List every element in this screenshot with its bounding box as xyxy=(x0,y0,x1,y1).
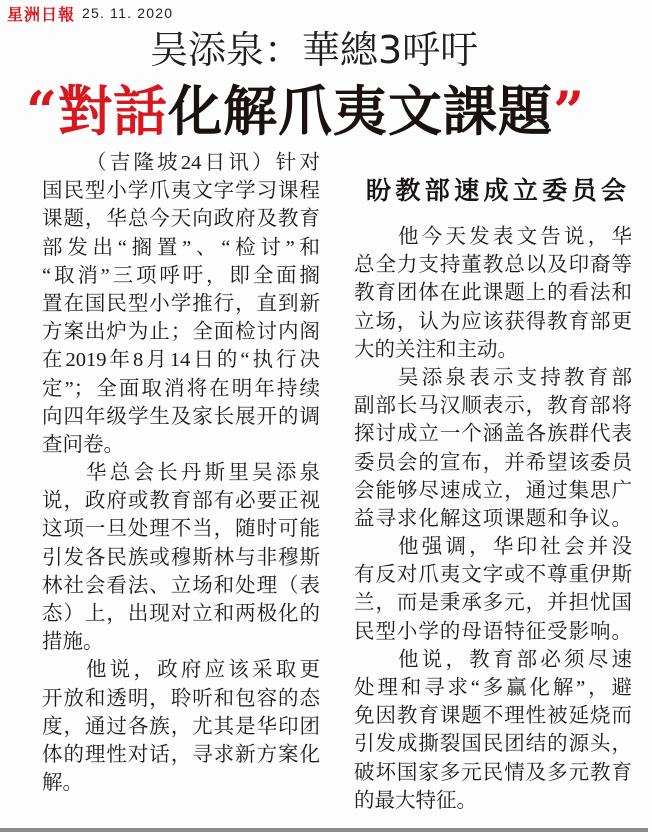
text-line: “取消”三项呼吁，即全面搁 xyxy=(42,264,320,287)
text-line: 在2019年8月14日的“执行决 xyxy=(42,349,320,372)
article-column-right xyxy=(354,223,632,815)
text-line: 部发出“搁置”、“检讨”和 xyxy=(42,236,320,259)
text-line: 引发成撕裂国民团结的源头， xyxy=(354,733,632,756)
text-line: 总全力支持董教总以及印裔等 xyxy=(354,254,632,277)
text-line: 引发各民族或穆斯林与非穆斯 xyxy=(42,546,320,569)
text-line: 查问卷。 xyxy=(42,433,124,456)
text-line: 兰，而是秉承多元，并担忧国 xyxy=(354,592,632,615)
headline-open-quote: “ xyxy=(26,79,59,143)
paragraph xyxy=(354,223,632,364)
text-line: 处理和寻求“多赢化解”，避 xyxy=(354,677,632,699)
text-line: 民型小学的母语特征受影响。 xyxy=(354,620,632,643)
text-line: 定”；全面取消将在明年持续 xyxy=(42,377,320,400)
text-line: 国民型小学爪夷文字学习课程 xyxy=(42,180,320,203)
newspaper-logo: 星洲日報 xyxy=(7,5,76,24)
text-line: 吴添泉表示支持教育部 xyxy=(398,366,632,389)
headline xyxy=(26,78,626,144)
headline-red-text: 對話 xyxy=(58,79,169,143)
text-line: 免因教育课题不理性被延烧而 xyxy=(354,705,632,728)
text-line: 华总会长丹斯里吴添泉 xyxy=(86,462,320,485)
text-line: 立场，认为应该获得教育部更 xyxy=(354,310,632,333)
paragraph xyxy=(42,149,320,459)
text-line: 益寻求化解这项课题和争议。 xyxy=(354,507,632,530)
headline-close-quote: ” xyxy=(553,79,586,143)
kicker-subtitle: 吴添泉：華總3呼吁 xyxy=(150,28,479,72)
text-line: 的最大特征。 xyxy=(354,789,477,812)
paragraph xyxy=(354,646,632,815)
text-line: 体的理性对话，寻求新方案化 xyxy=(42,743,320,766)
text-line: 态）上，出现对立和两极化的 xyxy=(42,603,320,625)
text-line: 课题，华总今天向政府及教育 xyxy=(42,208,320,231)
text-line: 措施。 xyxy=(42,631,104,654)
text-line: （吉隆坡24日讯）针对 xyxy=(86,152,320,174)
text-line: 探讨成立一个涵盖各族群代表 xyxy=(354,423,632,446)
text-line: 林社会看法、立场和处理（表 xyxy=(42,574,320,597)
text-line: 置在国民型小学推行，直到新 xyxy=(42,292,320,315)
paragraph xyxy=(42,656,320,797)
text-line: 说，政府或教育部有必要正视 xyxy=(42,490,320,513)
section-subheading: 盼教部速成立委员会 xyxy=(366,176,626,205)
text-line: 大的关注和主动。 xyxy=(354,338,518,361)
text-line: 他今天发表文告说，华 xyxy=(398,226,632,248)
text-line: 解。 xyxy=(42,772,83,795)
text-line: 破坏国家多元民情及多元教育 xyxy=(354,761,632,784)
paragraph xyxy=(354,533,632,646)
text-line: 度，通过各族，尤其是华印团 xyxy=(42,715,320,738)
article-column-left xyxy=(42,149,320,797)
text-line: 有反对爪夷文字或不尊重伊斯 xyxy=(354,564,632,587)
paragraph xyxy=(354,364,632,533)
text-line: 副部长马汉顺表示，教育部将 xyxy=(354,395,632,418)
headline-black-text: 化解爪夷文課題 xyxy=(168,79,554,143)
text-line: 方案出炉为止；全面检讨内阁 xyxy=(42,321,320,344)
text-line: 会能够尽速成立，通过集思广 xyxy=(354,479,632,502)
paragraph xyxy=(42,459,320,656)
text-line: 教育团体在此课题上的看法和 xyxy=(354,282,632,305)
text-line: 他说，教育部必须尽速 xyxy=(398,648,632,671)
bottom-rule-divider xyxy=(0,828,648,832)
publication-date: 25. 11. 2020 xyxy=(82,5,174,21)
text-line: 开放和透明，聆听和包容的态 xyxy=(42,687,320,710)
text-line: 委员会的宣布，并希望该委员 xyxy=(354,451,632,474)
text-line: 他说，政府应该采取更 xyxy=(86,659,320,682)
text-line: 向四年级学生及家长展开的调 xyxy=(42,405,320,428)
text-line: 他强调，华印社会并没 xyxy=(398,536,632,559)
text-line: 这项一旦处理不当，随时可能 xyxy=(42,518,320,541)
